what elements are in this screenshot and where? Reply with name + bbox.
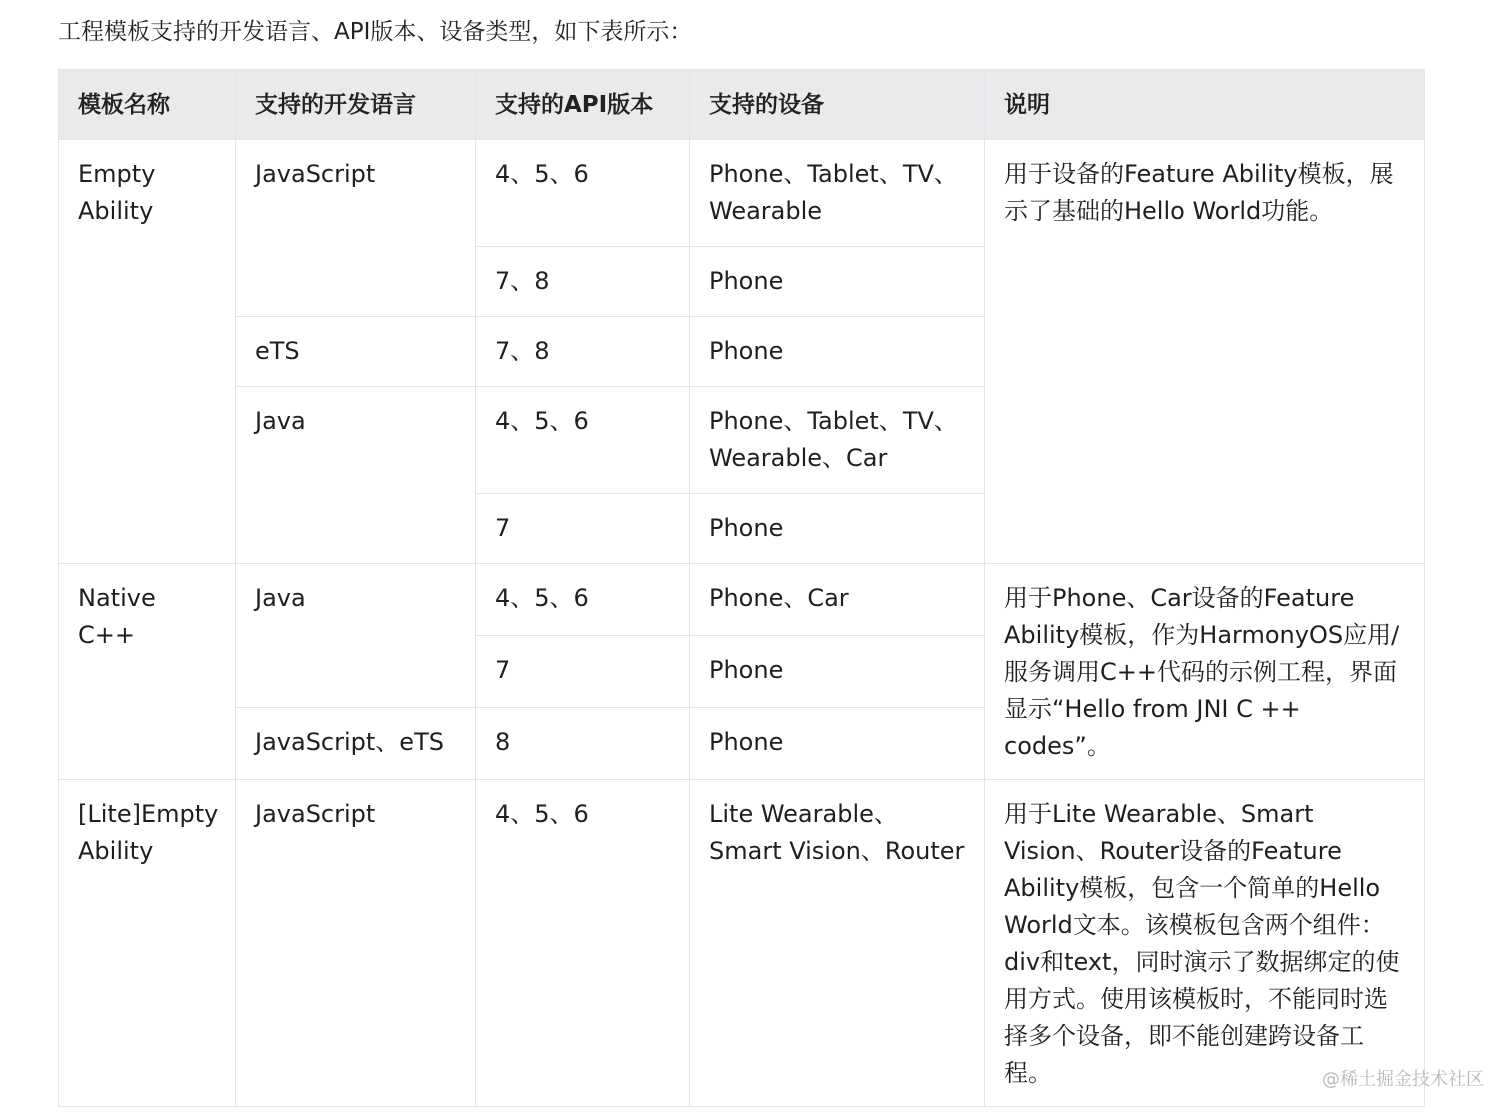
- header-devices: 支持的设备: [690, 70, 985, 140]
- language-cell: JavaScript: [236, 780, 476, 1107]
- api-cell: 8: [476, 708, 690, 780]
- api-cell: 4、5、6: [476, 140, 690, 247]
- devices-cell: Lite Wearable、Smart Vision、Router: [690, 780, 985, 1107]
- devices-cell: Phone: [690, 247, 985, 317]
- devices-cell: Phone、Tablet、TV、Wearable: [690, 140, 985, 247]
- header-template-name: 模板名称: [59, 70, 236, 140]
- intro-text: 工程模板支持的开发语言、API版本、设备类型，如下表所示：: [58, 19, 693, 45]
- description-cell: 用于Lite Wearable、Smart Vision、Router设备的Feature Ability模板，包含一个简单的Hello World文本。该模板包含两个组件：div和text，同时演示了数据绑定的使用方式。使用该模板时，不能同时选择多个设备，即不能创建跨设备工程。: [985, 780, 1425, 1107]
- table-row: [59, 564, 1425, 636]
- template-name-cell: [Lite]Empty Ability: [59, 780, 236, 1107]
- api-cell: 4、5、6: [476, 387, 690, 494]
- language-cell: JavaScript、eTS: [236, 708, 476, 780]
- language-cell: JavaScript: [236, 140, 476, 317]
- table-row: [59, 140, 1425, 247]
- devices-cell: Phone、Car: [690, 564, 985, 636]
- table-row: [59, 780, 1425, 1107]
- devices-cell: Phone、Tablet、TV、Wearable、Car: [690, 387, 985, 494]
- description-cell: 用于设备的Feature Ability模板，展示了基础的Hello World功能。: [985, 140, 1425, 564]
- devices-cell: Phone: [690, 317, 985, 387]
- api-cell: 7、8: [476, 317, 690, 387]
- api-cell: 7: [476, 636, 690, 708]
- devices-cell: Phone: [690, 708, 985, 780]
- devices-cell: Phone: [690, 494, 985, 564]
- header-api-version: 支持的API版本: [476, 70, 690, 140]
- template-name-cell: Empty Ability: [59, 140, 236, 564]
- api-cell: 7: [476, 494, 690, 564]
- template-support-table: [58, 69, 1425, 1107]
- header-description: 说明: [985, 70, 1425, 140]
- language-cell: eTS: [236, 317, 476, 387]
- devices-cell: Phone: [690, 636, 985, 708]
- api-cell: 7、8: [476, 247, 690, 317]
- language-cell: Java: [236, 387, 476, 564]
- api-cell: 4、5、6: [476, 780, 690, 1107]
- template-name-cell: Native C++: [59, 564, 236, 780]
- table-header-row: [59, 70, 1425, 140]
- language-cell: Java: [236, 564, 476, 708]
- header-language: 支持的开发语言: [236, 70, 476, 140]
- description-cell: 用于Phone、Car设备的Feature Ability模板，作为HarmonyOS应用/服务调用C++代码的示例工程，界面显示“Hello from JNI C ++ codes”。: [985, 564, 1425, 780]
- api-cell: 4、5、6: [476, 564, 690, 636]
- watermark: @稀土掘金技术社区: [1322, 1069, 1484, 1090]
